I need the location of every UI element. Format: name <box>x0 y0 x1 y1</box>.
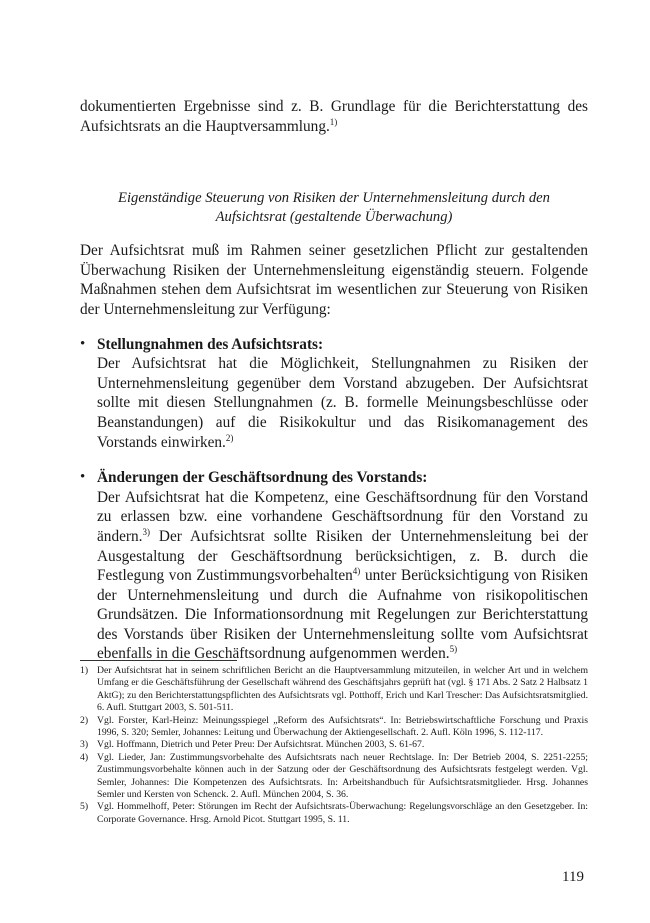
list-item-text: Der Aufsichtsrat hat die Kompetenz, eine Geschäftsordnung für den Vorstand zu erlassen bzw. eine vorhandene Geschäftsordnung für den Vorstand zu ändern. <box>97 488 588 545</box>
measures-list <box>80 335 588 665</box>
footnote-divider <box>80 660 237 661</box>
footnote <box>80 715 588 740</box>
page-body <box>80 97 588 680</box>
list-item <box>80 468 588 664</box>
footnote-number: 4) <box>80 751 89 763</box>
footnote-text: Vgl. Hommelhoff, Peter: Störungen im Recht der Aufsichtsrats-Überwachung: Regelungsvorschläge an den Gesetzgeber. In: Corporate Governance. Hrsg. Arnold Picot. Stuttgart 1995, S. 11. <box>97 801 588 825</box>
footnote-ref[interactable]: 4) <box>352 566 361 577</box>
footnote-ref[interactable]: 5) <box>449 644 458 655</box>
list-item-body <box>97 488 588 664</box>
footnote <box>80 801 588 826</box>
footnote-ref[interactable]: 3) <box>142 526 150 537</box>
list-item-text: Der Aufsichtsrat sollte Risiken der Unternehmensleitung bei der Ausgestaltung der Geschäftsordnung berücksichtigen, z. B. durch die Festlegung von Zustimmungsvorbehalten <box>97 527 588 585</box>
list-item-text: unter Berücksichtigung von Risiken der Unternehmensleitung und durch die Aufnahme von risikopolitischen Grundsätzen. Die Informationsordnung mit Regelungen zur Berichterstattung des Vorstands über Risiken der Unternehmensleitung sollte vom Aufsichtsrat ebenfalls in die Geschäftsordnung aufgenommen werden. <box>97 567 588 663</box>
list-item-title: Änderungen der Geschäftsordnung des Vorstands: <box>97 469 428 487</box>
list-item-text: Der Aufsichtsrat hat die Möglichkeit, Stellungnahmen zu Risiken der Unternehmensleitung gegenüber dem Vorstand abzugeben. Der Aufsichtsrat sollte mit diesen Stellungnahmen (z. B. formelle Meinungsbeschlüsse oder Beanstandungen) auf die Risikokultur und das Risikomanagement des Vorstands einwirken. <box>97 355 588 451</box>
continuation-paragraph <box>80 97 588 136</box>
footnote-ref[interactable]: 2) <box>225 432 234 443</box>
bullet-icon: • <box>80 335 86 352</box>
footnote <box>80 739 588 751</box>
continuation-text: dokumentierten Ergebnisse sind z. B. Grundlage für die Berichterstattung des Aufsichtsrats an die Hauptversammlung. <box>80 98 588 135</box>
footnote-number: 5) <box>80 801 89 813</box>
footnote-text: Vgl. Forster, Karl-Heinz: Meinungsspiegel „Reform des Aufsichtsrats“. In: Betriebswirtschaftliche Forschung und Praxis 1996, S. 320; Semler, Johannes: Leitung und Überwachung der Aktiengesellschaft. 2. Aufl. Köln 1996, S. 112-117. <box>97 714 588 739</box>
footnote <box>80 665 588 715</box>
list-item-title: Stellungnahmen des Aufsichtsrats: <box>97 335 324 353</box>
footnote-text: Der Aufsichtsrat hat in seinem schriftlichen Bericht an die Hauptversammlung mitzuteilen, in welcher Art und in welchem Umfang er die Geschäftsführung der Gesellschaft während des Geschäftsjahrs geprüft hat (vgl. § 171 Abs. 2 Satz 2 Halbsatz 1 AktG); zu den Berichterstattungspflichten des Aufsichtsrats vgl. Potthoff, Erich und Karl Trescher: Das Aufsichtsratsmitglied. 6. Aufl. Stuttgart 2003, S. 501-511. <box>97 665 588 714</box>
footnote-text: Vgl. Hoffmann, Dietrich und Peter Preu: Der Aufsichtsrat. München 2003, S. 61-67. <box>97 739 425 751</box>
footnote <box>80 752 588 802</box>
footnote-number: 1) <box>80 665 89 676</box>
section-heading: Eigenständige Steuerung von Risiken der Unternehmensleitung durch den Aufsichtsrat (gestaltende Überwachung) <box>118 190 550 226</box>
bullet-icon: • <box>80 469 86 486</box>
footnotes-section <box>80 660 588 826</box>
page-number: 119 <box>562 869 584 885</box>
footnote-text: Vgl. Lieder, Jan: Zustimmungsvorbehalte des Aufsichtsrats nach neuer Rechtslage. In: Der Betrieb 2004, S. 2251-2255; Zustimmungsvorbehalte können auch in der Satzung oder der Geschäftsordnung des Aufsichtsrats festgelegt werden. Vgl. Semler, Johannes: Die Kompetenzen des Aufsichtsrats. In: Arbeitshandbuch für Aufsichtsratsmitglieder. Hrsg. Johannes Semler und Kersten von Schenck. 2. Aufl. München 2004, S. 36. <box>97 751 588 801</box>
intro-paragraph: Der Aufsichtsrat muß im Rahmen seiner gesetzlichen Pflicht zur gestaltenden Überwachung Risiken der Unternehmensleitung eigenständig steuern. Folgende Maßnahmen stehen dem Aufsichtsrat im wesentlichen zur Steuerung von Risiken der Unternehmensleitung zur Verfügung: <box>80 242 588 318</box>
footnote-ref[interactable]: 1) <box>329 116 338 127</box>
list-item-body <box>97 354 588 452</box>
footnote-number: 2) <box>80 714 89 726</box>
footnote-number: 3) <box>80 739 89 751</box>
list-item <box>80 335 588 453</box>
